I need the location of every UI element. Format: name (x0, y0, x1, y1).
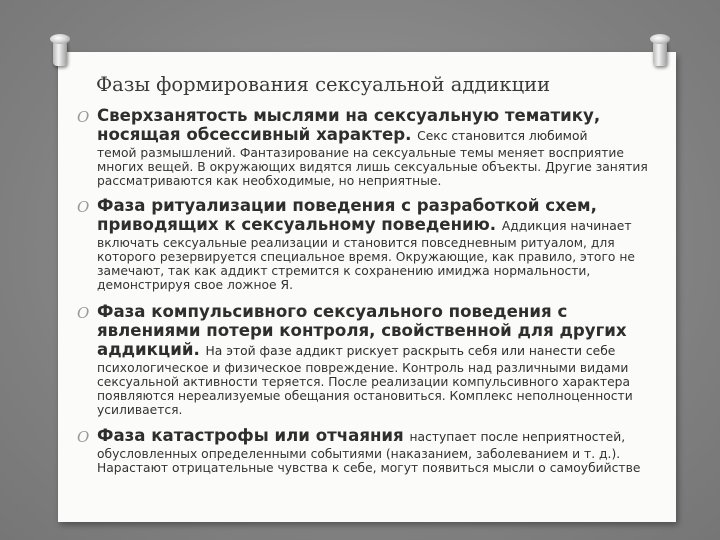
item-heading-text: Фаза катастрофы или отчаяния (97, 426, 404, 445)
bullet-icon: O (77, 428, 90, 446)
bullet-icon: O (77, 198, 90, 216)
bullet-icon: O (77, 304, 90, 322)
pushpin-icon-left (53, 40, 67, 66)
bullet-icon: O (77, 108, 90, 126)
item-heading (97, 302, 665, 361)
item-heading-text: Фаза компульсивного сексуального поведения с явлениями потери контроля, свойственной для других аддикций. (97, 302, 627, 359)
item-lead-text: Аддикция начинает (501, 219, 632, 233)
slide-title: Фазы формирования сексуальной аддикции (96, 73, 551, 96)
item-heading-text: Сверхзанятость мыслями на сексуальную тематику, носящая обсессивный характер. (97, 106, 601, 144)
item-body-text: обусловленных определенными событиями (наказанием, заболеванием и т. д.). Нарастают отрицательные чувства к себе, могут появиться мысли о самоубийстве (97, 447, 641, 475)
list-item (75, 302, 665, 417)
list-item (75, 196, 665, 292)
item-body-text: темой размышлений. Фантазирование на сексуальные темы меняет восприятие многих вещей. В окружающих видятся лишь сексуальные объекты. Другие занятия рассматриваются как необходимые, но неприятные. (97, 146, 648, 188)
bullet-list (75, 106, 665, 475)
item-lead-text: На этой фазе аддикт рискует раскрыть себя или нанести себе (205, 344, 616, 358)
item-body-text: включать сексуальные реализации и становится повседневным ритуалом, для которого резервируется специальное время. Окружающие, как правило, этого не замечают, так как аддикт стремится к сохранению имиджа нормальности, демонстрируя свое ложное Я. (97, 236, 635, 292)
item-heading (97, 106, 665, 146)
item-heading (97, 426, 665, 447)
item-heading-text: Фаза ритуализации поведения с разработкой схем, приводящих к сексуальному поведению. (97, 196, 597, 234)
item-lead-text: наступает после неприятностей, (409, 430, 626, 444)
pushpin-icon-right (653, 40, 667, 66)
item-heading (97, 196, 665, 236)
item-lead-text: Секс становится любимой (417, 129, 588, 143)
list-item (75, 106, 665, 188)
list-item (75, 426, 665, 475)
item-body-text: психологическое и физическое повреждение. Контроль над различными видами сексуальной активности теряется. После реализации компульсивного характера появляются нереализуемые обещания остановиться. Комплекс неполноценности усиливается. (97, 361, 633, 417)
